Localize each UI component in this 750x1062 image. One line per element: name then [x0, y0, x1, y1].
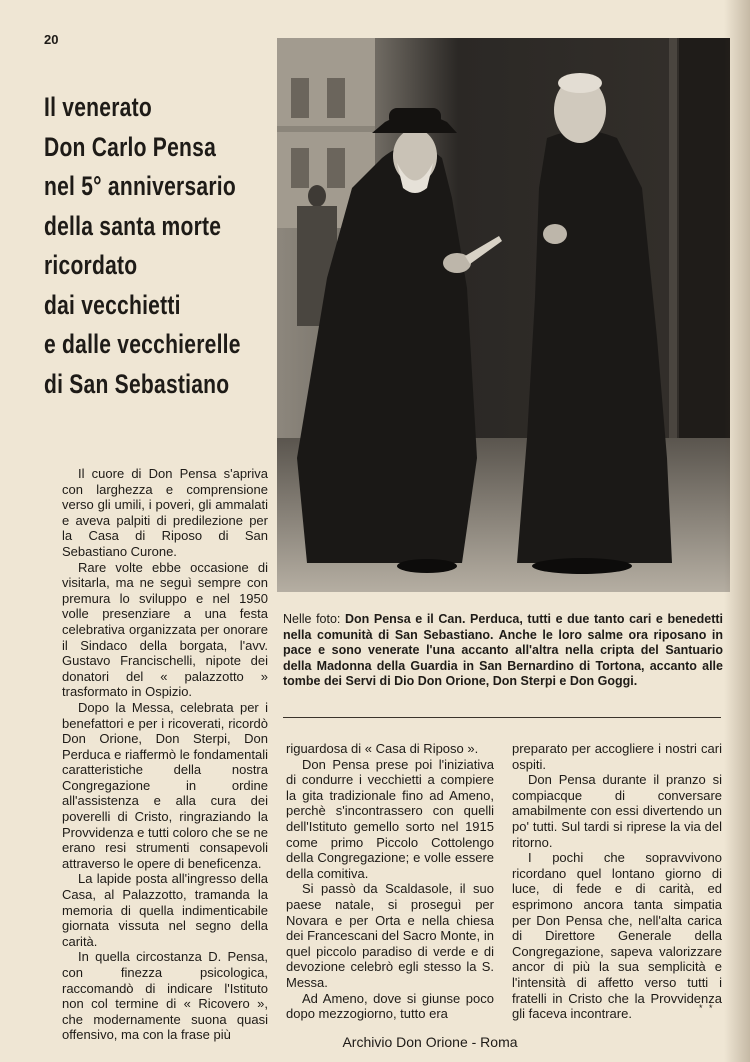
paragraph: Il cuore di Don Pensa s'apriva con larghezza e comprensione verso gli umili, i poveri, gli ammalati e aveva palpiti di predilezione per la Casa di Riposo di San Sebastiano Curone.	[62, 466, 268, 559]
paragraph: riguardosa di « Casa di Riposo ».	[286, 741, 479, 756]
photo-caption	[283, 612, 723, 690]
caption-text: Don Pensa e il Can. Perduca, tutti e due tanto cari e benedetti nella comunità di San Sebastiano. Anche le loro salme ora riposano in pace e sono venerate l'una accanto all'altra nella cripta del Santuario della Madonna della Guardia in San Bernardino di Tortona, accanto alle tombe dei Servi di Dio Don Orione, Don Sterpi e Don Goggi.	[283, 612, 723, 689]
caption-divider	[283, 717, 721, 718]
paragraph: preparato per accogliere i nostri cari ospiti.	[512, 741, 722, 772]
paragraph: La lapide posta all'ingresso della Casa, al Palazzotto, tramanda la memoria di quella indimenticabile giornata vissuta nel segno della carità.	[62, 871, 268, 949]
paragraph: Si passò da Scaldasole, il suo paese natale, si proseguì per Novara e per Orta e nella chiesa dei Francescani del Sacro Monte, in quel piccolo paradiso di verde e di devozione celebrò egli stesso la S. Messa.	[286, 881, 494, 990]
headline-line: Il venerato	[44, 92, 152, 122]
article-column-2	[286, 741, 494, 1022]
paragraph: In quella circostanza D. Pensa, con finezza psicologica, raccomandò di indicare l'Istituto non col termine di « Ricovero », che modernamente suona quasi offensivo, ma con la frase più	[62, 949, 268, 1043]
paragraph: I pochi che sopravvivono ricordano quel lontano giorno di luce, di fede e di carità, ed esprimono ancora tanta simpatia per Don Pensa che, nell'alta carica di Direttore Generale della Congregazione, sapeva valorizzare ancor di più la sua semplicità e l'intensità di affetto verso tutti i fratelli in Cristo che la Provvidenza gli faceva incontrare.	[512, 850, 722, 1022]
page-edge-shadow	[724, 0, 750, 1062]
headline-line: nel 5° anniversario	[44, 171, 236, 201]
paragraph: Dopo la Messa, celebrata per i benefattori e per i ricoverati, ricordò Don Orione, Don Sterpi, Don Perduca e riaffermò le fondamentali caratteristiche della nostra Congregazione in ordine all'assistenza e alla cura dei poverelli di Cristo, ringraziando la Provvidenza e tutti coloro che se ne erano resi strumenti consapevoli attraverso le opere di beneficenza.	[62, 699, 268, 871]
end-mark: * *	[699, 1003, 715, 1013]
headline-line: e dalle vecchierelle	[44, 329, 241, 359]
photo-illustration	[277, 38, 730, 592]
caption-label: Nelle foto:	[283, 612, 341, 626]
headline-line: di San Sebastiano	[44, 368, 230, 399]
article-column-1	[62, 466, 268, 1043]
headline-line: Don Carlo Pensa	[44, 131, 217, 162]
paragraph: Don Pensa prese poi l'iniziativa di condurre i vecchietti a compiere la gita tradizionale fino ad Ameno, perchè s'incontrassero con quelli dell'Istituto gemello sorto nel 1915 come primo Piccolo Cottolengo della Congregazione; e volle essere della comitiva.	[286, 756, 494, 881]
article-headline	[44, 88, 272, 404]
paragraph: Don Pensa durante il pranzo si compiacque di conversare amabilmente con essi divertendo un po' tutti. Sul tardi si riprese la via del ritorno.	[512, 772, 722, 850]
headline-line: ricordato	[44, 250, 138, 280]
paragraph: Ad Ameno, dove si giunse poco dopo mezzogiorno, tutto era	[286, 990, 494, 1022]
archive-footer: Archivio Don Orione - Roma	[342, 1034, 518, 1050]
paragraph: Rare volte ebbe occasione di visitarla, ma ne seguì sempre con premura lo sviluppo e nel 1950 volle presenziare a una festa celebrativa organizzata per onorare il Sindaco della borgata, l'avv. Gustavo Francischelli, nipote dei donatori del « palazzotto » trasformato in Ospizio.	[62, 559, 268, 700]
headline-line: della santa morte	[44, 210, 222, 241]
page-number: 20	[44, 32, 59, 47]
article-column-3	[512, 741, 722, 1022]
headline-line: dai vecchietti	[44, 289, 181, 320]
photo-two-priests	[277, 38, 730, 592]
